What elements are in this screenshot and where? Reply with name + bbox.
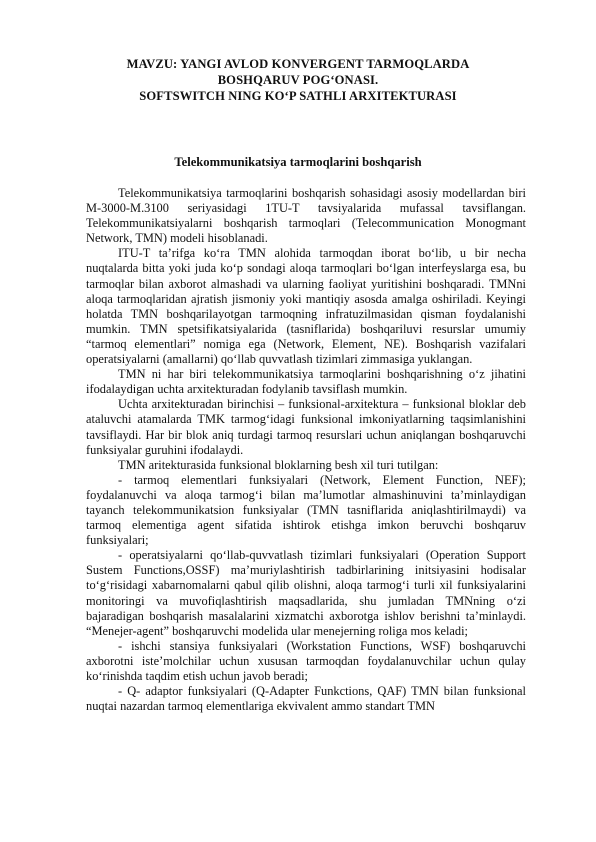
document-title [60, 56, 536, 104]
paragraph: Telekommunikatsiya tarmoqlarini boshqarish sohasidagi asosiy modellardan biri M-3000-M.3100 seriyasidagi 1TU-T tavsiyalarida mufassal tavsiflangan. Telekommunikatsiyalarni boshqarish tarmoqlari (Telecommunication Monogmant Network, TMN) modeli hisoblanadi. [86, 186, 526, 246]
list-item: - operatsiyalarni qo‘llab-quvvatlash tizimlari funksiyalari (Operation Support Sustem Functions,OSSF) ma’muriylashtirish tadbirlarining initsiyasini hodisalar to‘g‘risidagi xabarnomalarni qabul qilib olishni, aloqa tarmog‘i turli xil funksiyalarini monitoringi va muvofiqlashtirish maqsadlarida, shu jumladan TMNning o‘zi bajaradigan boshqarish masalalarini xizmatchi axborotga ishlov berishni ta’minlaydi. “Menejer-agent” boshqaruvchi modelida ular menejerning roliga mos keladi; [86, 548, 526, 638]
title-line-3: SOFTSWITCH NING KO‘P SATHLI ARXITEKTURASI [139, 89, 457, 103]
paragraph: TMN aritekturasida funksional bloklarning besh xil turi tutilgan: [118, 457, 439, 472]
section-heading: Telekommunikatsiya tarmoqlarini boshqarish [174, 155, 422, 169]
title-line-2: BOSHQARUV POG‘ONASI. [217, 73, 379, 87]
list-item: - Q- adaptor funksiyalari (Q-Adapter Funkctions, QAF) TMN bilan funksional nuqtai nazardan tarmoq elementlariga ekvivalent ammo standart TMN [86, 684, 526, 714]
paragraph: Uchta arxitekturadan birinchisi – funksional-arxitektura – funksional bloklar deb ataluvchi atamalarda TMK tarmog‘idagi funksional imkoniyatlarning taqsimlanishini tavsiflaydi. Har bir blok aniq turdagi tarmoq resurslari uchun aniqlangan boshqaruvchi funksiyalar guruhini ifodalaydi. [86, 397, 526, 457]
document-body [86, 186, 526, 714]
list-item: - tarmoq elementlari funksiyalari (Network, Element Function, NEF); foydalanuvchi va aloqa tarmog‘i bilan ma’lumotlar almashinuvini ta’minlaydigan tayanch telekommunikatsion funksiyalar (TMN tasniflarida aniqlashtirilmaydi) va tarmoq elementiga agent sifatida ishtirok etishga imkon beruvchi boshqaruv funksiyalari; [86, 472, 526, 548]
title-line-1: MAVZU: YANGI AVLOD KONVERGENT TARMOQLARDA [126, 57, 470, 71]
paragraph: TMN ni har biri telekommunikatsiya tarmoqlarini boshqarishning o‘z jihatini ifodalaydigan uchta arxitekturadan fodylanib tavsiflash mumkin. [86, 367, 526, 397]
paragraph: ITU-T ta’rifga ko‘ra TMN alohida tarmoqdan iborat bo‘lib, u bir necha nuqtalarda bitta yoki juda ko‘p sondagi aloqa tarmoqlari bo‘lgan interfeyslarga esa, bu tarmoqlar bilan axborot almashadi va ularning faoliyat yuritishini boshqaradi. TMNni aloqa tarmoqlaridan ajratish jismoniy yoki mantiqiy asosda amalga oshiriladi. Keyingi holatda TMN boshqarilayotgan tarmoqning infratuzilmasidan qisman foydalanishi mumkin. TMN spetsifikatsiyalarida (tasniflarida) boshqariluvi resurslar umumiy “tarmoq elementlari” nomiga ega (Network, Element, NE). Boshqarish vazifalari operatsiyalarni (amallarni) qo‘llab quvvatlash tizimlari zimmasiga yuklangan. [86, 246, 526, 367]
list-item: - ishchi stansiya funksiyalari (Workstation Functions, WSF) boshqaruvchi axborotni iste’molchilar uchun xususan tarmoqdan foydalanuvchilar uchun qulay ko‘rinishda taqdim etish uchun javob beradi; [86, 638, 526, 683]
